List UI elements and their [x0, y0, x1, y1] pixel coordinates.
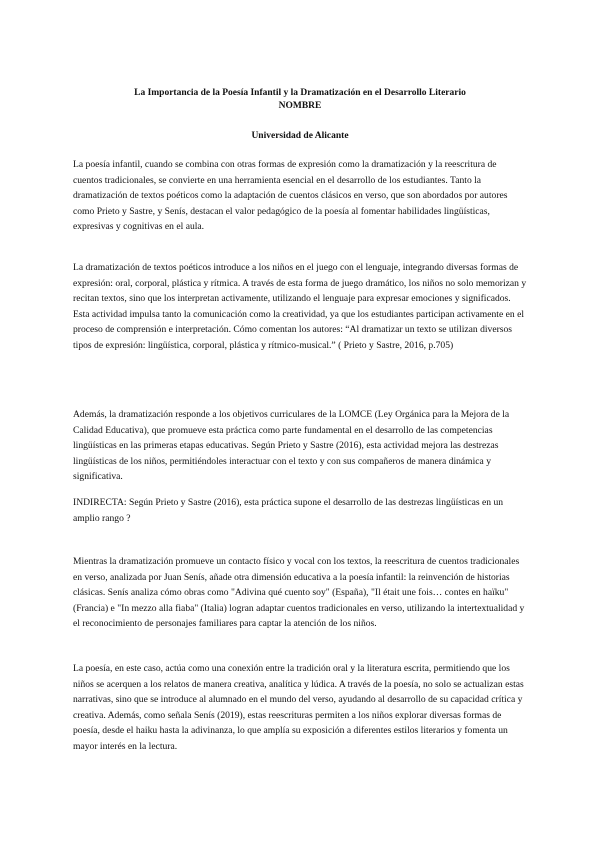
paragraph-indirect: INDIRECTA: Según Prieto y Sastre (2016), esta práctica supone el desarrollo de las destrezas lingüísticas en un amplio rango ?	[73, 497, 504, 524]
document-title: La Importancia de la Poesía Infantil y la Dramatización en el Desarrollo Literario	[134, 88, 466, 98]
institution-name: Universidad de Alicante	[251, 131, 349, 141]
paragraph-dramatization: La dramatización de textos poéticos introduce a los niños en el juego con el lenguaje, integrando diversas formas de expresión: oral, corporal, plástica y rítmica. A través de esta forma de juego dramático, los niños no solo memorizan y recitan textos, sino que los interpretan activamente, utilizando el lenguaje para expresar emociones y significados. Esta actividad impulsa tanto la comunicación como la creatividad, ya que los estudiantes participan activamente en el proceso de comprensión e interpretación. Cómo comentan los autores: “Al dramatizar un texto se utilizan diversos tipos de expresión: lingüística, corporal, plástica y rítmico-musical.” ( Prieto y Sastre, 2016, p.705)	[73, 262, 527, 351]
paragraph-lomce: Además, la dramatización responde a los objetivos curriculares de la LOMCE (Ley Orgánica para la Mejora de la Calidad Educativa), que promueve esta práctica como parte fundamental en el desarrollo de las competencias lingüísticas en las primeras etapas educativas. Según Prieto y Sastre (2016), esta actividad mejora las destrezas lingüísticas de los niños, permitiéndoles interactuar con el texto y con sus compañeros de manera dinámica y significativa.	[73, 409, 510, 483]
paragraph-intro: La poesía infantil, cuando se combina con otras formas de expresión como la dramatización y la reescritura de cuentos tradicionales, se convierte en una herramienta esencial en el desarrollo de los estudiantes. Tanto la dramatización de textos poéticos como la adaptación de cuentos clásicos en verso, que son abordados por autores como Prieto y Sastre, y Senís, destacan el valor pedagógico de la poesía al fomentar habilidades lingüísticas, expresivas y cognitivas en el aula.	[73, 159, 508, 233]
paragraph-poetry-bridge: La poesía, en este caso, actúa como una conexión entre la tradición oral y la literatura escrita, permitiendo que los niños se acerquen a los relatos de manera creativa, analítica y lúdica. A través de la poesía, no solo se actualizan estas narrativas, sino que se introduce al alumnado en el mundo del verso, ayudando al desarrollo de su capacidad crítica y creativa. Además, como señala Senís (2019), estas reescrituras permiten a los niños explorar diversas formas de poesía, desde el haiku hasta la adivinanza, lo que amplía su exposición a diferentes estilos literarios y fomenta un mayor interés en la lectura.	[73, 663, 524, 752]
author-name: NOMBRE	[278, 101, 322, 111]
paragraph-rewriting: Mientras la dramatización promueve un contacto físico y vocal con los textos, la reescritura de cuentos tradicionales en verso, analizada por Juan Senís, añade otra dimensión educativa a la poesía infantil: la reinvención de historias clásicas. Senís analiza cómo obras como "Adivina qué cuento soy" (España), "Il était une fois… contes en haïku"(Francia) e "In mezzo alla fiaba" (Italia) logran adaptar cuentos tradicionales en verso, utilizando la intertextualidad y el reconocimiento de personajes familiares para captar la atención de los niños.	[73, 556, 525, 630]
